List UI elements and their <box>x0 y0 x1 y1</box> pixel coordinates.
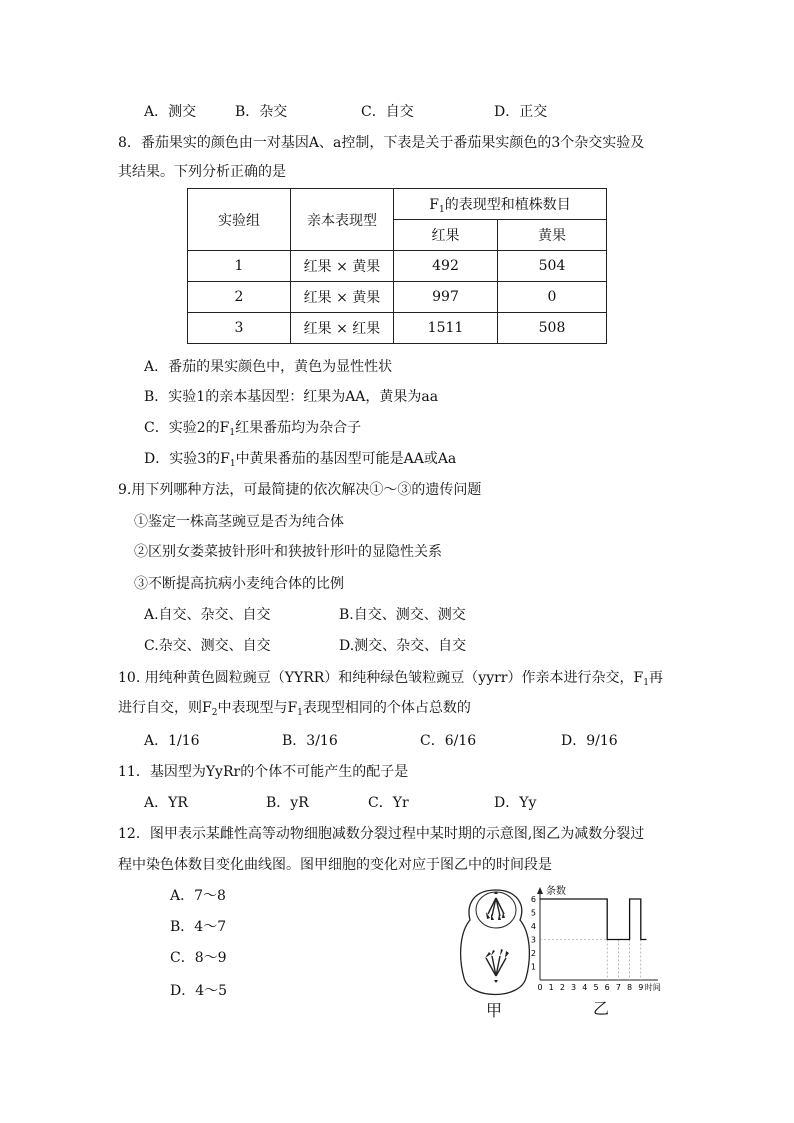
q8-option-a: A．番茄的果实颜色中，黄色为显性性状 <box>144 359 393 375</box>
q9-option-d: D.测交、杂交、自交 <box>339 638 467 654</box>
cell-red: 997 <box>394 282 498 313</box>
q10-option-a: A．1/16 <box>144 733 200 749</box>
q10-option-b: B．3/16 <box>282 733 338 749</box>
chromosome-count-chart <box>530 884 670 994</box>
q12-stem-line1: 12．图甲表示某雌性高等动物细胞减数分裂过程中某时期的示意图,图乙为减数分裂过 <box>118 826 645 842</box>
cell-group: 3 <box>188 313 291 344</box>
q9-option-a: A.自交、杂交、自交 <box>144 607 271 623</box>
cell-parent: 红果 × 黄果 <box>291 282 394 313</box>
q9-stem: 9.用下列哪种方法，可最简捷的依次解决①～③的遗传问题 <box>118 482 482 498</box>
q9-option-c: C.杂交、测交、自交 <box>144 638 271 654</box>
q12-option-a: A．7～8 <box>170 888 226 904</box>
y-tick-label: 2 <box>530 949 536 958</box>
x-tick-label: 3 <box>571 983 577 992</box>
table-row <box>188 313 607 344</box>
y-tick-label: 5 <box>530 908 536 918</box>
x-tick-label: 2 <box>559 983 565 992</box>
q11-option-c: C．Yr <box>368 795 409 811</box>
q10-option-d: D．9/16 <box>561 733 618 749</box>
cell-yellow: 0 <box>498 282 607 313</box>
y-axis-title: 条数 <box>546 886 566 897</box>
y-tick-label: 3 <box>530 935 536 945</box>
q8-option-b: B．实验1的亲本基因型：红果为AA，黄果为aa <box>144 389 439 405</box>
q9-item-1: ①鉴定一株高茎豌豆是否为纯合体 <box>134 514 344 530</box>
cell-group: 2 <box>188 282 291 313</box>
q11-option-a: A．YR <box>144 795 188 811</box>
q9-item-3: ③不断提高抗病小麦纯合体的比例 <box>134 576 344 592</box>
q10-stem-line1: 10. 用纯种黄色圆粒豌豆（YYRR）和纯种绿色皱粒豌豆（yyrr）作亲本进行杂交，$F_1$再 <box>118 670 663 688</box>
q8-stem-line1: 8．番茄果实的颜色由一对基因A、a控制，下表是关于番茄果实颜色的3个杂交实验及 <box>118 135 645 151</box>
cell-red: 1511 <box>394 313 498 344</box>
q8-results-table <box>187 188 607 344</box>
y-tick-label: 1 <box>530 962 536 972</box>
q10-option-c: C．6/16 <box>420 733 477 749</box>
th-parent: 亲本表现型 <box>291 189 394 251</box>
x-tick-label: 9 <box>638 983 644 992</box>
x-tick-label: 5 <box>593 983 599 992</box>
th-red: 红果 <box>394 220 498 251</box>
table-row <box>188 251 607 282</box>
x-axis-title: 时间 <box>644 983 661 992</box>
x-tick-label: 6 <box>604 983 610 992</box>
q11-option-d: D．Yy <box>494 795 537 811</box>
x-tick-label: 8 <box>627 983 633 992</box>
chart-axes <box>537 887 658 980</box>
figure-yi-label: 乙 <box>593 999 610 1018</box>
q7-option-b: B．杂交 <box>235 104 288 120</box>
q7-option-c: C．自交 <box>361 104 414 120</box>
q10-stem-line2: 进行自交，则$F_2$中表现型与$F_1$表现型相同的个体占总数的 <box>118 700 471 718</box>
cell-yellow: 508 <box>498 313 607 344</box>
q12-option-d: D．4～5 <box>170 983 228 999</box>
th-group: 实验组 <box>188 189 291 251</box>
th-yellow: 黄果 <box>498 220 607 251</box>
figure-jia-label: 甲 <box>486 1001 503 1020</box>
q12-option-c: C．8～9 <box>170 950 227 966</box>
cell-parent: 红果 × 黄果 <box>291 251 394 282</box>
cell-parent: 红果 × 红果 <box>291 313 394 344</box>
y-tick-label: 6 <box>530 895 536 904</box>
q7-option-d: D．正交 <box>494 104 548 120</box>
q9-item-2: ②区别女娄菜披针形叶和狭披针形叶的显隐性关系 <box>134 544 442 560</box>
q7-option-a: A．测交 <box>144 104 197 120</box>
q9-option-b: B.自交、测交、测交 <box>339 607 466 623</box>
q8-stem-line2: 其结果。下列分析正确的是 <box>118 164 286 180</box>
q12-option-b: B．4～7 <box>170 919 227 935</box>
q8-option-d: D．实验3的$F_1$中黄果番茄的基因型可能是AA或Aa <box>144 451 457 469</box>
cell-red: 492 <box>394 251 498 282</box>
q12-stem-line2: 程中染色体数目变化曲线图。图甲细胞的变化对应于图乙中的时间段是 <box>118 857 552 873</box>
cell-yellow: 504 <box>498 251 607 282</box>
y-tick-label: 4 <box>530 922 536 931</box>
cell-division-diagram <box>456 886 536 1010</box>
x-tick-label: 0 <box>537 983 543 992</box>
x-tick-label: 4 <box>582 983 588 992</box>
x-tick-label: 1 <box>548 983 554 992</box>
cell-group: 1 <box>188 251 291 282</box>
th-f1: $F_1$的表现型和植株数目 <box>394 189 607 220</box>
q8-option-c: C．实验2的$F_1$红果番茄均为杂合子 <box>144 420 362 438</box>
table-row <box>188 282 607 313</box>
q11-option-b: B．yR <box>266 795 309 811</box>
q11-stem: 11．基因型为YyRr的个体不可能产生的配子是 <box>118 764 409 780</box>
chromosome-count-line <box>540 899 646 940</box>
x-tick-label: 7 <box>615 983 621 992</box>
